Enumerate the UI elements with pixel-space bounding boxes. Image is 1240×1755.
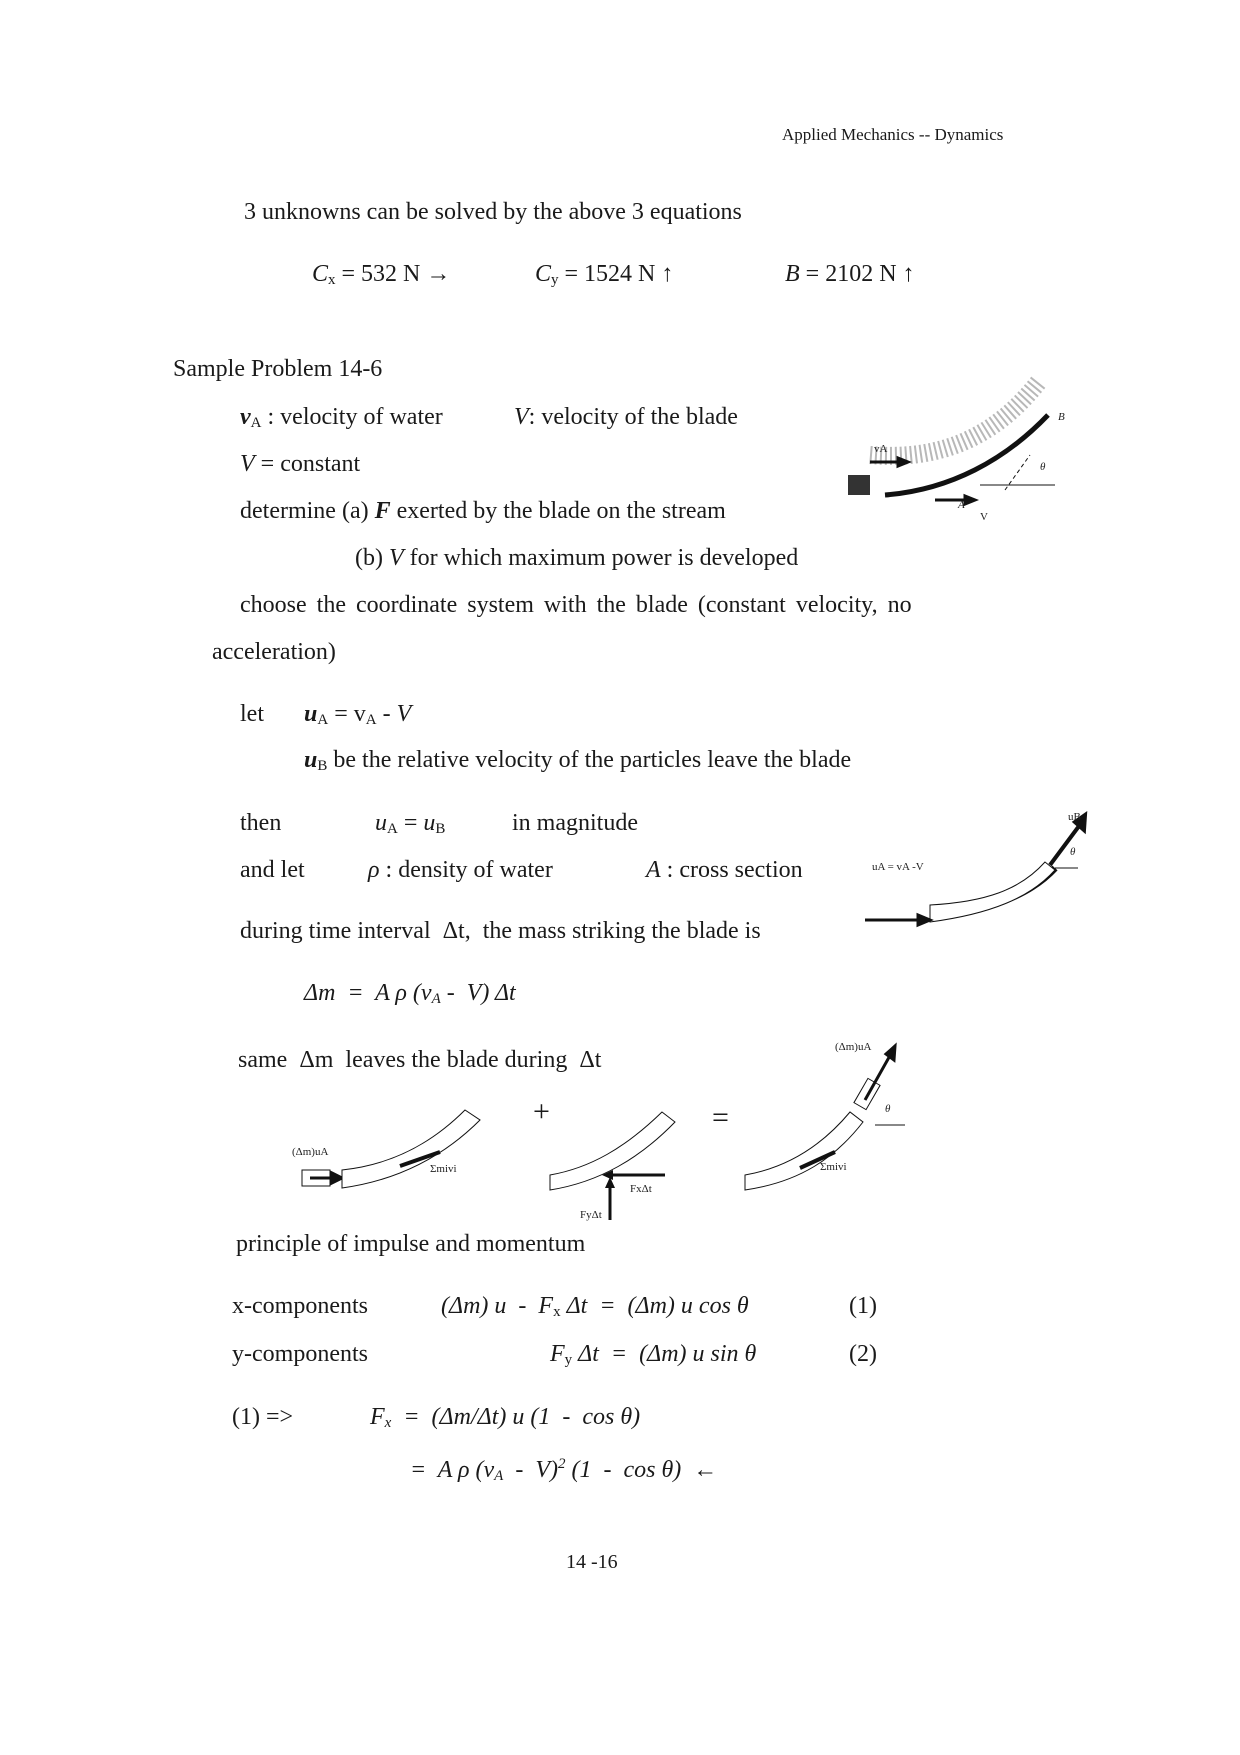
label-theta: θ xyxy=(885,1103,891,1115)
square-superscript: 2 xyxy=(557,1456,566,1472)
va-subscript: A xyxy=(250,415,262,431)
result-b-symbol: B xyxy=(785,261,800,287)
label-B: B xyxy=(1058,411,1065,423)
ua-symbol: u xyxy=(375,810,387,836)
result-cx-symbol: C xyxy=(312,261,329,287)
va-subscript: A xyxy=(365,712,377,728)
equals-sign: = xyxy=(712,1101,729,1134)
label-fx-dt: FxΔt xyxy=(630,1183,652,1195)
label-theta: θ xyxy=(1040,461,1046,473)
ub-definition: be the relative velocity of the particles leave the blade xyxy=(327,747,852,773)
label-dm-ua: (Δm)uA xyxy=(292,1146,329,1158)
intro-text: 3 unknowns can be solved by the above 3 equations xyxy=(244,199,742,225)
page-number: 14 -16 xyxy=(566,1551,618,1573)
plus-sign: + xyxy=(533,1095,550,1128)
result-cx xyxy=(312,260,450,294)
equals-text: = xyxy=(397,810,424,836)
eq-number-1: (1) xyxy=(849,1293,877,1319)
blade xyxy=(745,1112,863,1190)
ub-subscript: B xyxy=(317,758,328,774)
fx-equation-1-rhs: = (Δm/Δt) u (1 - cos θ) xyxy=(391,1404,641,1430)
result-b-value: = 2102 N ↑ xyxy=(805,261,915,287)
fx-symbol: F xyxy=(370,1404,385,1430)
va-symbol: v xyxy=(240,404,251,430)
result-cy-symbol: C xyxy=(535,261,552,287)
y-equation-rhs: Δt = (Δm) u sin θ xyxy=(572,1341,757,1367)
mass-equation-end: - V) Δt xyxy=(440,980,516,1006)
mass-equation xyxy=(304,979,516,1013)
fx-equation-2-mid: - V) xyxy=(503,1457,558,1483)
fx-equation-1 xyxy=(370,1403,640,1437)
label-V: V xyxy=(980,511,988,523)
rho-definition: : density of water xyxy=(379,857,553,883)
ub-def xyxy=(304,746,851,780)
va-subscript: A xyxy=(494,1468,504,1484)
then-text: in magnitude xyxy=(512,810,638,836)
label-sum-mv: Σmivi xyxy=(820,1161,847,1173)
choose-text-2: acceleration) xyxy=(212,639,336,665)
exit-momentum-arrow-icon xyxy=(865,1046,895,1100)
ub-subscript: B xyxy=(435,821,446,837)
then-label: then xyxy=(240,810,282,836)
let-eq-rhs: = v xyxy=(328,701,366,727)
problem-title: Sample Problem 14-6 xyxy=(173,356,383,382)
y-subscript: y xyxy=(564,1352,573,1368)
blade xyxy=(885,415,1048,495)
ua-arrow-icon xyxy=(865,915,930,925)
andlet-label: and let xyxy=(240,857,305,883)
V-arrow-icon xyxy=(935,496,975,504)
label-sum-mv: Σmivi xyxy=(430,1163,457,1175)
determine-a-prefix: determine (a) xyxy=(240,498,375,524)
rho-symbol: ρ xyxy=(368,857,380,883)
blade xyxy=(930,862,1055,922)
during-text: during time interval Δt, the mass striking the blade is xyxy=(240,918,761,944)
ua-symbol: u xyxy=(304,701,318,727)
momentum-before xyxy=(292,1110,480,1188)
result-cx-value: = 532 N → xyxy=(341,261,451,287)
va-subscript: A xyxy=(431,991,441,1007)
x-equation xyxy=(441,1292,749,1326)
determine-a xyxy=(240,497,726,525)
va-definition: : velocity of water xyxy=(261,404,443,430)
let-eq xyxy=(304,700,411,734)
principle-text: principle of impulse and momentum xyxy=(236,1231,586,1257)
ua-subscript: A xyxy=(317,712,329,728)
determine-b xyxy=(355,544,798,572)
def-V xyxy=(514,403,738,431)
V-symbol: V xyxy=(514,404,529,430)
A-symbol: A xyxy=(646,857,661,883)
V-symbol: V xyxy=(388,545,404,571)
rho-def xyxy=(368,856,553,884)
ua-subscript: A xyxy=(387,821,398,837)
blade-stream-figure xyxy=(840,360,1065,530)
same-text: same Δm leaves the blade during Δt xyxy=(238,1047,602,1073)
F-symbol: F xyxy=(374,498,391,524)
label-theta: θ xyxy=(1070,846,1076,858)
A-def xyxy=(646,856,803,884)
momentum-after xyxy=(745,1041,905,1190)
x-subscript: x xyxy=(553,1304,561,1320)
def-const xyxy=(240,450,360,478)
fx-equation-2-start: = A ρ (v xyxy=(410,1457,495,1483)
determine-a-text: exerted by the blade on the stream xyxy=(390,498,726,524)
result-cy xyxy=(535,260,673,294)
fx-equation-2 xyxy=(410,1450,717,1490)
x-equation-rhs: Δt = (Δm) u cos θ xyxy=(560,1293,749,1319)
relative-velocity-figure xyxy=(860,810,1080,935)
label-ub: uB xyxy=(1068,811,1081,823)
y-equation xyxy=(550,1340,756,1374)
label-dm-ua: (Δm)uA xyxy=(835,1041,872,1053)
result-label: (1) => xyxy=(232,1404,294,1430)
result-cy-value: = 1524 N ↑ xyxy=(564,261,674,287)
ub-symbol: u xyxy=(423,810,436,836)
mass-equation-lhs: Δm = A ρ (v xyxy=(304,980,432,1006)
then-eq xyxy=(375,809,445,843)
impulse-forces xyxy=(550,1112,675,1221)
running-header: Applied Mechanics -- Dynamics xyxy=(782,125,1004,144)
fx-equation-2-end: (1 - cos θ) ← xyxy=(565,1457,718,1483)
y-equation-lhs: F xyxy=(550,1341,565,1367)
fy-arrowhead-icon xyxy=(605,1177,615,1188)
constant-text: = constant xyxy=(254,451,361,477)
result-cx-subscript: x xyxy=(328,272,336,288)
choose-text: choose the coordinate system with the blade (constant velocity, no xyxy=(240,592,912,618)
determine-b-text: for which maximum power is developed xyxy=(403,545,799,571)
A-definition: : cross section xyxy=(660,857,803,883)
nozzle-icon xyxy=(848,475,870,495)
let-label: let xyxy=(240,701,264,727)
x-equation-lhs: (Δm) u - F xyxy=(441,1293,554,1319)
ub-symbol: u xyxy=(304,747,318,773)
x-subscript: x xyxy=(384,1415,392,1431)
impulse-momentum-diagram xyxy=(280,1040,930,1230)
determine-b-prefix: (b) xyxy=(355,545,389,571)
eq-number-2: (2) xyxy=(849,1341,877,1367)
y-components-label: y-components xyxy=(232,1341,368,1367)
x-components-label: x-components xyxy=(232,1293,368,1319)
def-va xyxy=(240,403,443,437)
V-definition: : velocity of the blade xyxy=(528,404,738,430)
label-vA: vA xyxy=(874,443,888,455)
result-b xyxy=(785,260,915,288)
let-eq-V: - V xyxy=(376,701,412,727)
label-ua: uA = vA -V xyxy=(872,861,924,873)
result-cy-subscript: y xyxy=(551,272,559,288)
label-A: A xyxy=(958,499,965,511)
blade xyxy=(342,1110,480,1188)
label-fy-dt: FyΔt xyxy=(580,1209,602,1221)
V-symbol: V xyxy=(240,451,255,477)
